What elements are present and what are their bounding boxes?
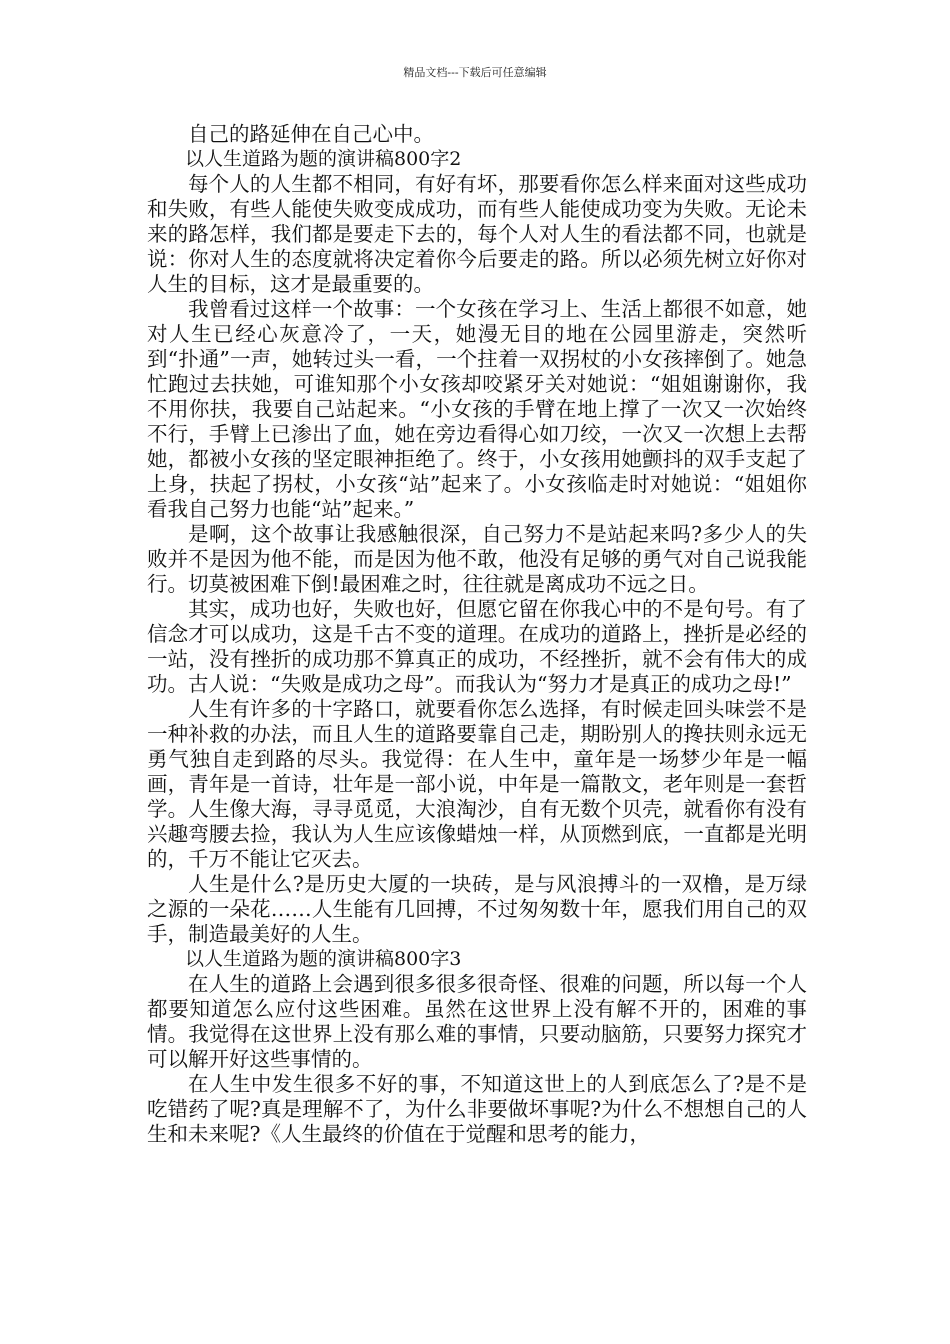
- paragraph: 人生有许多的十字路口，就要看你怎么选择，有时候走回头味尝不是一种补救的办法，而且人生的道路要靠自己走，期盼别人的搀扶则永远无勇气独自走到路的尽头。我觉得：在人生中，童年是一场梦少年是一幅画，青年是一首诗，壮年是一部小说，中年是一篇散文，老年则是一套哲学。人生像大海，寻寻觅觅，大浪淘沙，自有无数个贝壳，就看你有没有兴趣弯腰去捡，我认为人生应该像蜡烛一样，从顶燃到底，一直都是光明的，千万不能让它灭去。: [147, 697, 807, 871]
- paragraph: 是啊，这个故事让我感触很深，自己努力不是站起来吗?多少人的失败并不是因为他不能，而是因为他不敢，他没有足够的勇气对自己说我能行。切莫被困难下倒!最困难之时，往往就是离成功不远之日。: [147, 522, 807, 596]
- paragraph: 其实，成功也好，失败也好，但愿它留在你我心中的不是句号。有了信念才可以成功，这是千古不变的道理。在成功的道路上，挫折是必经的一站，没有挫折的成功那不算真正的成功，不经挫折，就不会有伟大的成功。古人说：“失败是成功之母”。而我认为“努力才是真正的成功之母!”: [147, 597, 807, 696]
- paragraph: 人生是什么?是历史大厦的一块砖，是与风浪搏斗的一双橹，是万绿之源的一朵花……人生能有几回搏，不过匆匆数十年，愿我们用自己的双手，制造最美好的人生。: [147, 872, 807, 946]
- section-heading: 以人生道路为题的演讲稿800字3: [185, 948, 462, 970]
- paragraph: 自己的路延伸在自己心中。: [188, 122, 434, 146]
- paragraph: 在人生中发生很多不好的事，不知道这世上的人到底怎么了?是不是吃错药了呢?真是理解不了，为什么非要做坏事呢?为什么不想想自己的人生和未来呢?《人生最终的价值在于觉醒和思考的能力，: [147, 1072, 807, 1146]
- paragraph: 在人生的道路上会遇到很多很多很奇怪、很难的问题，所以每一个人都要知道怎么应付这些困难。虽然在这世界上没有解不开的，困难的事情。我觉得在这世界上没有那么难的事情，只要动脑筋，只要努力探究才可以解开好这些事情的。: [147, 972, 807, 1071]
- document-body: [147, 122, 807, 1147]
- paragraph: 我曾看过这样一个故事：一个女孩在学习上、生活上都很不如意，她对人生已经心灰意冷了，一天，她漫无目的地在公园里游走，突然听到“扑通”一声，她转过头一看，一个拄着一双拐杖的小女孩摔倒了。她急忙跑过去扶她，可谁知那个小女孩却咬紧牙关对她说：“姐姐谢谢你，我不用你扶，我要自己站起来。“小女孩的手臂在地上撑了一次又一次始终不行，手臂上已渗出了血，她在旁边看得心如刀绞，一次又一次想上去帮她，都被小女孩的坚定眼神拒绝了。终于，小女孩用她颤抖的双手支起了上身，扶起了拐杖，小女孩“站”起来了。小女孩临走时对她说：“姐姐你看我自己努力也能“站”起来。”: [147, 297, 807, 521]
- paragraph: 每个人的人生都不相同，有好有坏，那要看你怎么样来面对这些成功和失败，有些人能使失败变成成功，而有些人能使成功变为失败。无论未来的路怎样，我们都是要走下去的，每个人对人生的看法都不同，也就是说：你对人生的态度就将决定着你今后要走的路。所以必须先树立好你对人生的目标，这才是最重要的。: [147, 172, 807, 296]
- page-header: 精品文档---下载后可任意编辑: [403, 66, 547, 79]
- section-heading: 以人生道路为题的演讲稿800字2: [185, 148, 462, 170]
